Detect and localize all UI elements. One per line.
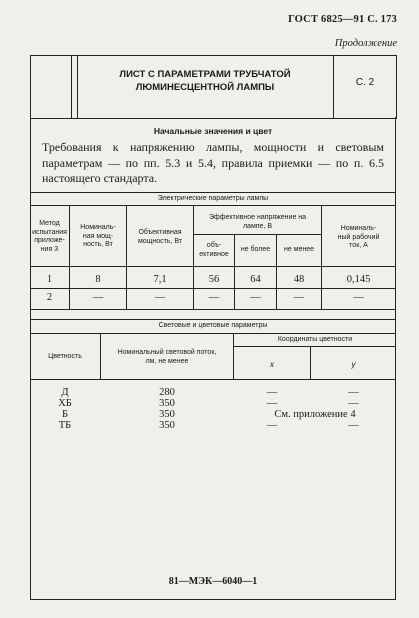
continuation-label: Продолжение [334,38,397,49]
header-voltage-group: Эффективное напряжение на лампе, В [208,214,307,230]
header-x: x [270,360,274,369]
header-coords: Координаты цветности [277,336,353,343]
header-rated-power: Номиналь- ная мощ- ность, Вт [80,224,116,248]
header-voltage-objective: объ- ективное [199,242,229,258]
header-working-current: Номиналь- ный рабочий ток, А [337,225,380,249]
requirements-paragraph: Требования к напряжению лампы, мощности и световым параметрам — по пп. 5.3 и 5.4, правила приемки — по п. 6.5 настоящего стандарта. [42,140,384,185]
header-voltage-max: не более [240,246,271,253]
footer-code: 81—МЭК—6040—1 [168,576,258,587]
frame-right-border [395,117,396,599]
header-color: Цветность [48,353,82,360]
sheet-number: С. 2 [355,77,375,88]
standard-header: ГОСТ 6825—91 С. 173 [288,14,397,25]
color-table-caption: Световые и цветовые параметры [158,322,268,329]
header-voltage-min: не менее [283,246,315,253]
frame-bottom-border [30,599,396,600]
title-block [30,55,397,119]
electrical-table-caption: Электрические параметры лампы [157,195,269,202]
header-y: y [351,360,356,369]
header-flux: Номинальный световой поток, лм, не менее [117,349,217,365]
header-method: Метод испытания приложе- ния 3 [32,220,67,253]
sheet-title: ЛИСТ С ПАРАМЕТРАМИ ТРУБЧАТОЙ ЛЮМИНЕСЦЕНТНОЙ ЛАМПЫ [119,69,291,93]
header-objective-power: Объективная мощность, Вт [137,229,183,245]
section-title: Начальные значения и цвет [153,126,273,136]
